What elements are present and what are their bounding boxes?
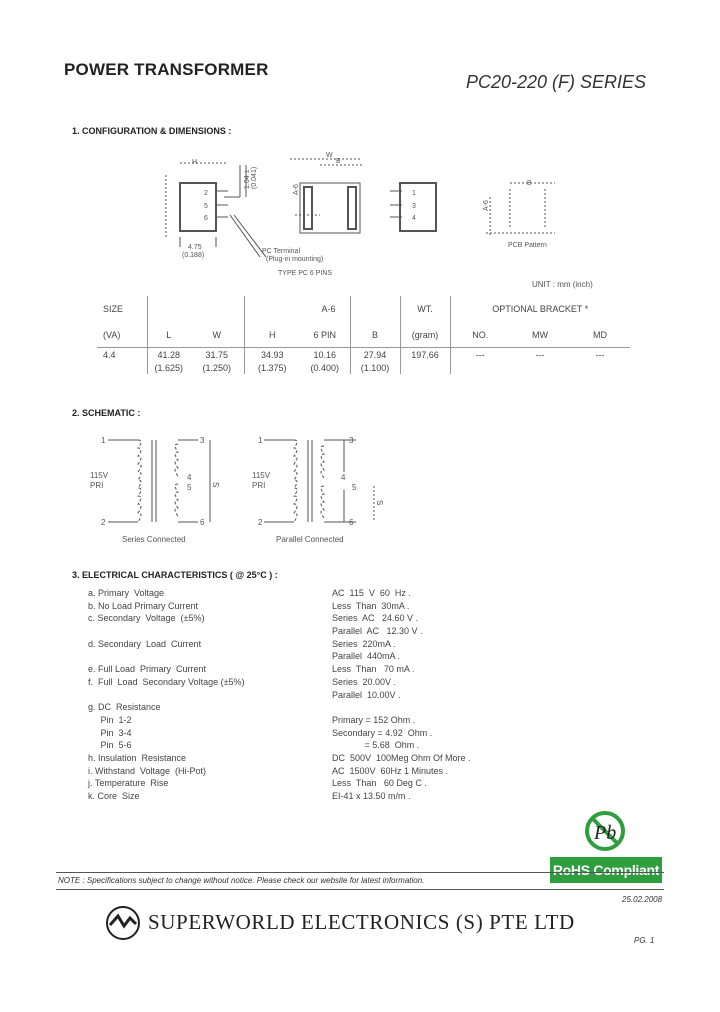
spec-value: Series 20.00V .	[332, 676, 397, 687]
table-cell: (0.400)	[310, 362, 340, 373]
spec-value: EI-41 x 13.50 m/m .	[332, 791, 411, 801]
spec-value: Parallel 10.00V .	[332, 689, 401, 700]
spec-value: Secondary = 4.92 Ohm .	[332, 727, 433, 738]
pin-label: 5	[352, 483, 357, 492]
document-date: 25.02.2008	[622, 895, 663, 904]
spec-value	[332, 701, 532, 714]
section-electrical-heading: 3. ELECTRICAL CHARACTERISTICS ( @ 25°C ) :	[72, 570, 278, 580]
parallel-connected-caption: Parallel Connected	[276, 535, 344, 544]
spec-label: b. No Load Primary Current	[88, 600, 199, 611]
spec-value: Less Than 70 mA .	[332, 664, 415, 675]
pin-b-2: 4	[412, 215, 416, 222]
sub-header: L	[147, 322, 190, 348]
spec-label	[88, 650, 328, 663]
header-a6: A-6	[244, 296, 350, 322]
secondary-label: S	[375, 500, 384, 506]
pin-label: 2	[101, 518, 106, 527]
spec-label: h. Insulation Resistance	[88, 752, 187, 763]
table-cell	[570, 361, 630, 374]
pin-a-2: 6	[204, 215, 208, 222]
pin-label: 6	[200, 518, 205, 527]
electrical-values	[332, 587, 532, 803]
spec-label: d. Secondary Load Current	[88, 638, 202, 649]
spec-label: Pin 5-6	[88, 740, 132, 751]
pin-label: 1	[258, 436, 263, 445]
dim-top-inch: (0.041)	[251, 166, 258, 189]
pin-label: 4	[187, 473, 192, 482]
spec-value: AC 115 V 60 Hz .	[332, 588, 411, 598]
section-config-heading: 1. CONFIGURATION & DIMENSIONS :	[72, 126, 232, 136]
table-cell: 197.66	[400, 348, 450, 362]
table-cell	[97, 361, 147, 374]
sub-header: H	[244, 322, 300, 348]
pin-a-0: 2	[204, 190, 208, 197]
spec-value: Less Than 30mA .	[332, 600, 410, 611]
pin-a-1: 5	[204, 203, 208, 210]
rohs-compliant-badge: RoHS Compliant	[550, 857, 662, 883]
plug-in-label: (Plug-in mounting)	[266, 256, 324, 263]
note-text: NOTE : Specifications subject to change without notice. Please check our website for latest information.	[58, 876, 425, 885]
label-a6-pcb: A-6	[483, 200, 490, 211]
spec-value: Parallel AC 12.30 V .	[332, 626, 423, 637]
spec-value: Parallel 440mA .	[332, 651, 401, 662]
spec-label: Pin 1-2	[88, 714, 132, 725]
pin-label: 2	[258, 518, 263, 527]
table-cell: 4.4	[97, 348, 147, 362]
table-cell: ---	[450, 348, 510, 362]
header-size: SIZE	[103, 304, 124, 314]
primary-voltage: 115V	[252, 471, 271, 480]
pb-free-icon	[580, 808, 630, 854]
pc-terminal-label: PC Terminal	[262, 248, 300, 255]
divider	[56, 889, 664, 890]
dim-top: 1.04 ±	[244, 169, 251, 189]
spec-value: Primary = 152 Ohm .	[332, 714, 416, 725]
table-cell: 34.93	[244, 348, 300, 362]
pin-label: 3	[349, 436, 354, 445]
electrical-labels	[88, 587, 328, 803]
spec-label: a. Primary Voltage	[88, 588, 165, 598]
table-cell	[400, 361, 450, 374]
sub-header: MD	[593, 329, 607, 340]
pin-label: 4	[341, 473, 346, 482]
spec-label: f. Full Load Secondary Voltage (±5%)	[88, 676, 245, 687]
label-a6: A-6	[293, 184, 300, 195]
header-wt: WT.	[400, 296, 450, 322]
pin-label: 1	[101, 436, 106, 445]
dim-left: 4.75	[188, 244, 202, 251]
spec-label: c. Secondary Voltage (±5%)	[88, 613, 205, 624]
series-connected-caption: Series Connected	[122, 535, 186, 544]
spec-value: Series 220mA .	[332, 638, 396, 649]
primary-label: PRI	[90, 481, 104, 490]
pin-label: 5	[187, 483, 192, 492]
table-cell: (1.250)	[202, 362, 232, 373]
series-name: PC20-220 (F) SERIES	[466, 72, 647, 92]
label-b-pcb: B	[527, 180, 532, 187]
pin-label: 3	[200, 436, 205, 445]
divider	[56, 872, 664, 873]
dimension-drawing	[150, 145, 570, 285]
table-cell: ---	[510, 348, 570, 362]
table-cell: 41.28	[147, 348, 190, 362]
spec-value: Series AC 24.60 V .	[332, 613, 419, 624]
table-cell: (1.100)	[350, 361, 400, 374]
spec-label	[88, 689, 328, 702]
pin-type-label: TYPE PC 6 PINS	[278, 270, 333, 277]
spec-label: g. DC Resistance	[88, 702, 161, 713]
spec-label: i. Withstand Voltage (Hi-Pot)	[88, 765, 207, 776]
section-schematic-heading: 2. SCHEMATIC :	[72, 408, 141, 418]
company-logo-icon	[104, 904, 142, 942]
table-cell: (1.375)	[244, 361, 300, 374]
table-cell: 10.16	[300, 348, 350, 362]
document-title: POWER TRANSFORMER	[64, 60, 269, 79]
secondary-label: S	[211, 482, 220, 488]
spec-label	[88, 625, 328, 638]
table-cell	[510, 361, 570, 374]
pcb-pattern-label: PCB Pattern	[508, 242, 547, 249]
pb-symbol: Pb	[594, 822, 617, 844]
page-number: PG. 1	[634, 936, 655, 945]
schematic-diagram	[80, 430, 400, 550]
table-cell: (1.625)	[147, 361, 190, 374]
spec-label: k. Core Size	[88, 791, 140, 801]
sub-header: W	[212, 329, 221, 340]
spec-label: e. Full Load Primary Current	[88, 664, 207, 675]
header-optional-bracket: OPTIONAL BRACKET *	[450, 296, 630, 322]
pin-b-1: 3	[412, 203, 416, 210]
sub-header: B	[350, 322, 400, 348]
table-cell: 31.75	[190, 348, 244, 362]
dimension-table	[97, 296, 630, 374]
sub-header: MW	[532, 329, 548, 340]
spec-label: Pin 3-4	[88, 727, 132, 738]
table-cell: ---	[570, 348, 630, 362]
label-w: W	[326, 152, 333, 159]
sub-header: 6 PIN	[313, 329, 336, 340]
pin-b-0: 1	[412, 190, 416, 197]
unit-label: UNIT : mm (inch)	[532, 280, 593, 289]
company-name: SUPERWORLD ELECTRONICS (S) PTE LTD	[148, 910, 575, 934]
label-b: B	[336, 158, 341, 165]
table-cell: 27.94	[350, 348, 400, 362]
primary-voltage: 115V	[90, 471, 109, 480]
spec-value: Less Than 60 Deg C .	[332, 778, 427, 789]
sub-header: (gram)	[400, 322, 450, 348]
sub-header: NO.	[450, 322, 510, 348]
label-h: H	[192, 159, 198, 166]
dim-left-inch: (0.188)	[182, 252, 205, 259]
spec-value: = 5.68 Ohm .	[332, 740, 420, 751]
sub-header: (VA)	[103, 329, 121, 340]
table-cell	[450, 361, 510, 374]
spec-value: AC 1500V 60Hz 1 Minutes .	[332, 765, 449, 776]
spec-value: DC 500V 100Meg Ohm Of More .	[332, 752, 471, 763]
spec-label: j. Temperature Rise	[88, 778, 169, 789]
primary-label: PRI	[252, 481, 266, 490]
pin-label: 6	[349, 518, 354, 527]
